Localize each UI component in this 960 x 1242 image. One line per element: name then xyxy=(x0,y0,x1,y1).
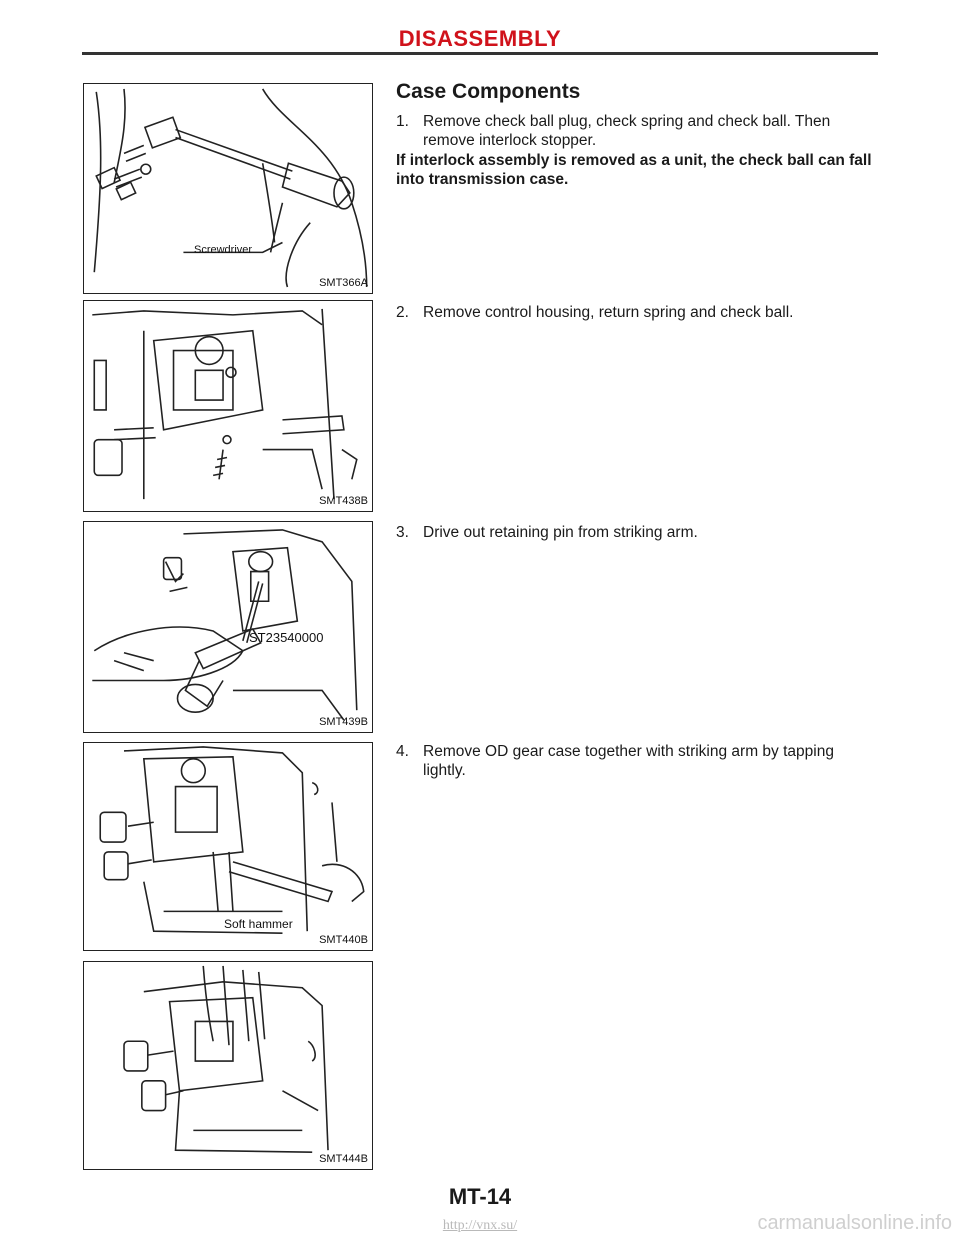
page-heading: Case Components xyxy=(396,80,581,103)
figure-smt440b xyxy=(83,742,373,951)
figure-illustration xyxy=(84,301,372,511)
step-number: 2. xyxy=(396,304,409,321)
step-text-continued: remove interlock stopper. xyxy=(423,132,597,149)
figure-code: SMT366A xyxy=(319,277,368,289)
footer-link[interactable]: http://vnx.su/ xyxy=(442,1218,518,1233)
step-number: 1. xyxy=(396,113,409,130)
figure-smt444b xyxy=(83,961,373,1170)
figure-illustration xyxy=(84,84,372,293)
step-text-continued: lightly. xyxy=(423,762,466,779)
step-text: Remove check ball plug, check spring and check ball. Then xyxy=(423,113,831,130)
step-number: 4. xyxy=(396,743,409,760)
figure-illustration xyxy=(84,522,372,732)
figure-code: SMT439B xyxy=(319,716,368,728)
figure-smt438b xyxy=(83,300,373,512)
watermark: carmanualsonline.info xyxy=(757,1212,952,1234)
figure-callout: Screwdriver xyxy=(194,244,253,256)
step-4 xyxy=(396,742,880,780)
step-1 xyxy=(396,112,880,150)
figure-illustration xyxy=(84,962,372,1169)
step-text: Remove OD gear case together with striking arm by tapping xyxy=(423,743,834,760)
section-title: DISASSEMBLY xyxy=(398,26,562,51)
figure-code: SMT440B xyxy=(319,934,368,946)
header-rule xyxy=(82,52,878,55)
step-3 xyxy=(396,523,880,542)
figure-code: SMT444B xyxy=(319,1153,368,1165)
step-text: Remove control housing, return spring and check ball. xyxy=(423,304,794,321)
figure-callout: ST23540000 xyxy=(249,630,324,645)
page-number: MT-14 xyxy=(448,1184,512,1209)
warning-note: If interlock assembly is removed as a unit, the check ball can fall into transmission case. xyxy=(396,152,872,188)
figure-callout: Soft hammer xyxy=(224,917,293,931)
step-text: Drive out retaining pin from striking arm. xyxy=(423,524,698,541)
step-number: 3. xyxy=(396,524,409,541)
step-2 xyxy=(396,303,880,322)
figure-code: SMT438B xyxy=(319,495,368,507)
figure-smt366a xyxy=(83,83,373,294)
figure-smt439b xyxy=(83,521,373,733)
